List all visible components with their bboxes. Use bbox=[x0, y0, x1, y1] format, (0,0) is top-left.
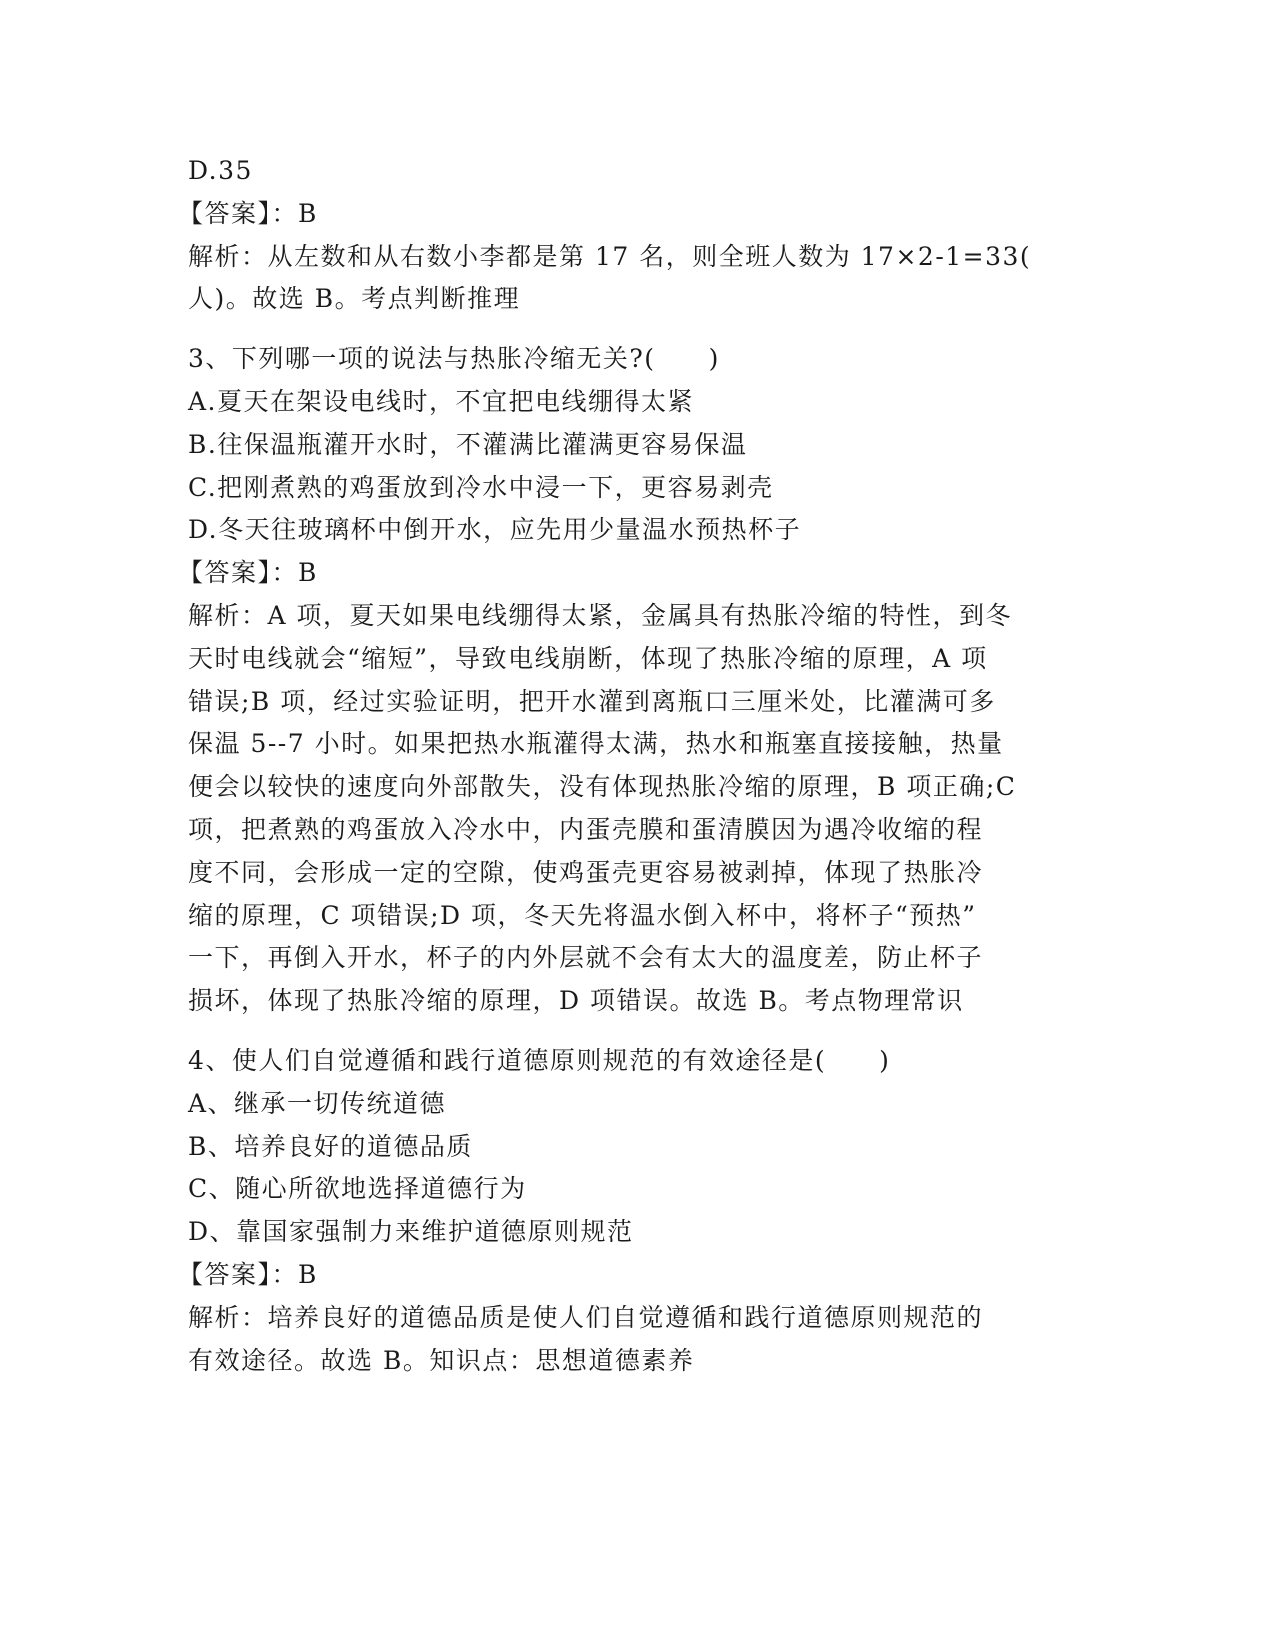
block-gap bbox=[188, 321, 1088, 338]
analysis-line: 解析：从左数和从右数小李都是第 17 名，则全班人数为 17×2-1=33( bbox=[188, 241, 1032, 271]
analysis-line: 解析：培养良好的道德品质是使人们自觉遵循和践行道德原则规范的 bbox=[188, 1302, 984, 1332]
analysis-line: 缩的原理，C 项错误;D 项，冬天先将温水倒入杯中，将杯子“预热” bbox=[188, 900, 977, 930]
analysis-line: 人)。故选 B。考点判断推理 bbox=[188, 284, 521, 314]
question-block-4 bbox=[178, 1040, 1088, 1382]
option-d: D.冬天往玻璃杯中倒开水，应先用少量温水预热杯子 bbox=[188, 515, 802, 545]
analysis-line: 一下，再倒入开水，杯子的内外层就不会有太大的温度差，防止杯子 bbox=[188, 943, 984, 973]
analysis-line: 解析：A 项，夏天如果电线绷得太紧，金属具有热胀冷缩的特性，到冬 bbox=[188, 600, 1013, 630]
option-c: C.把刚煮熟的鸡蛋放到冷水中浸一下，更容易剥壳 bbox=[188, 472, 774, 502]
option-b: B、培养良好的道德品质 bbox=[188, 1131, 473, 1161]
analysis-line: 损坏，体现了热胀冷缩的原理，D 项错误。故选 B。考点物理常识 bbox=[188, 986, 964, 1016]
answer-label: 【答案】：B bbox=[178, 1259, 318, 1289]
option-c: C、随心所欲地选择道德行为 bbox=[188, 1174, 527, 1204]
answer-label: 【答案】：B bbox=[178, 558, 318, 588]
question-block-2 bbox=[178, 150, 1088, 321]
analysis-line: 有效途径。故选 B。知识点：思想道德素养 bbox=[188, 1345, 695, 1375]
option-b: B.往保温瓶灌开水时，不灌满比灌满更容易保温 bbox=[188, 429, 748, 459]
analysis-line: 天时电线就会“缩短”，导致电线崩断，体现了热胀冷缩的原理，A 项 bbox=[188, 643, 988, 673]
analysis-line: 便会以较快的速度向外部散失，没有体现热胀冷缩的原理，B 项正确;C bbox=[188, 772, 1017, 802]
analysis-line: 度不同，会形成一定的空隙，使鸡蛋壳更容易被剥掉，体现了热胀冷 bbox=[188, 857, 984, 887]
option-d: D.35 bbox=[188, 156, 253, 185]
answer-label: 【答案】：B bbox=[178, 198, 318, 228]
analysis-line: 保温 5--7 小时。如果把热水瓶灌得太满，热水和瓶塞直接接触，热量 bbox=[188, 729, 1004, 759]
question-stem: 3、下列哪一项的说法与热胀冷缩无关?( ) bbox=[188, 344, 720, 374]
block-gap bbox=[188, 1023, 1088, 1040]
document-content bbox=[178, 150, 1088, 1382]
analysis-line: 项，把煮熟的鸡蛋放入冷水中，内蛋壳膜和蛋清膜因为遇冷收缩的程 bbox=[188, 814, 984, 844]
option-a: A.夏天在架设电线时，不宜把电线绷得太紧 bbox=[188, 386, 695, 416]
option-a: A、继承一切传统道德 bbox=[188, 1088, 447, 1118]
analysis-line: 错误;B 项，经过实验证明，把开水灌到离瓶口三厘米处，比灌满可多 bbox=[188, 686, 996, 716]
question-stem: 4、使人们自觉遵循和践行道德原则规范的有效途径是( ) bbox=[188, 1045, 891, 1075]
option-d: D、靠国家强制力来维护道德原则规范 bbox=[188, 1217, 634, 1247]
question-block-3 bbox=[178, 338, 1088, 1023]
